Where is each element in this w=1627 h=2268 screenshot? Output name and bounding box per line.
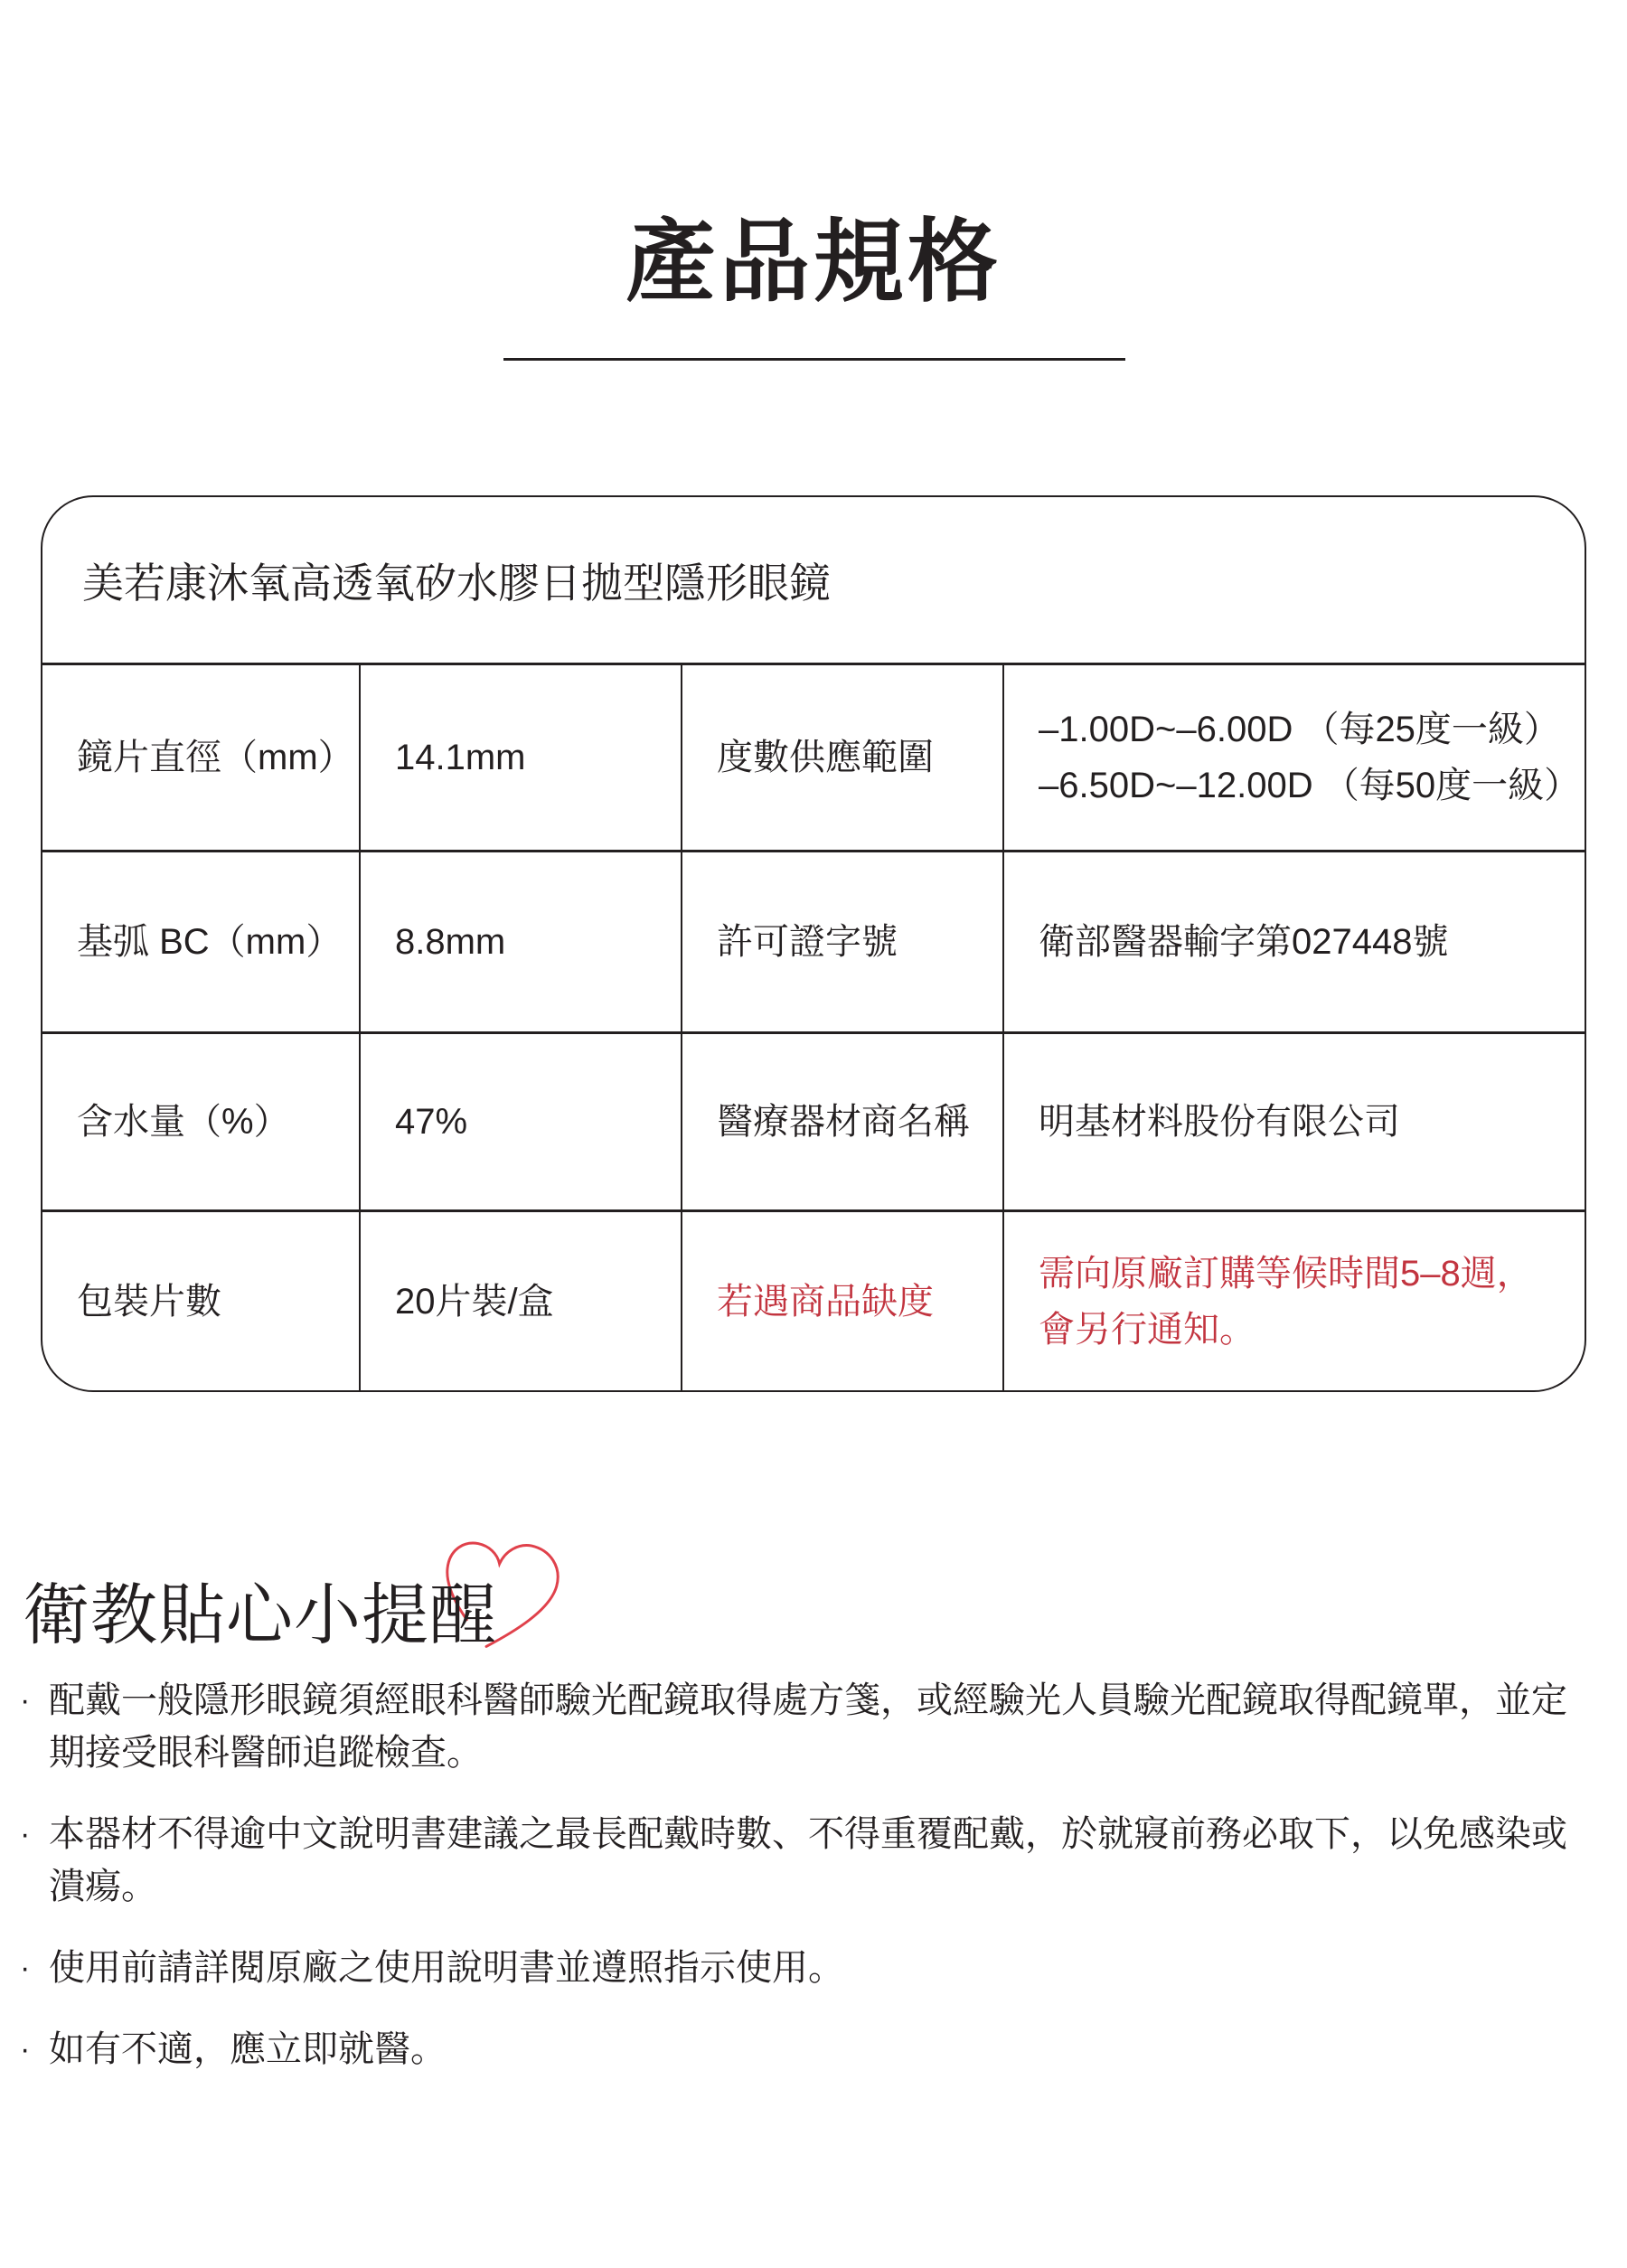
bullet-dot: · <box>20 1951 31 1985</box>
out-of-stock-line-2: 會另行通知。 <box>1039 1309 1256 1350</box>
spec-value-out-of-stock <box>1002 1209 1585 1390</box>
reminder-text: 如有不適，應立即就醫。 <box>49 2029 447 2069</box>
product-name: 美若康沐氧高透氧矽水膠日拋型隱形眼鏡 <box>82 559 831 607</box>
bullet-dot: · <box>20 1683 31 1717</box>
reminder-heading: 衛教貼心小提醒 <box>23 1577 497 1652</box>
spec-table <box>41 495 1586 1392</box>
spec-label-out-of-stock: 若遇商品缺度 <box>681 1209 1002 1390</box>
spec-value-license-number <box>1002 850 1585 1031</box>
spec-label-pack-count: 包裝片數 <box>42 1209 359 1390</box>
vendor-name-line-1: 明基材料股份有限公司 <box>1039 1102 1400 1142</box>
spec-value-diameter: 14.1mm <box>359 663 681 850</box>
list-item <box>20 1808 1593 1913</box>
power-range-line-1: –1.00D~–6.00D （每25度一級） <box>1039 710 1560 749</box>
spec-label-water-content: 含水量（%） <box>42 1031 359 1209</box>
list-item <box>20 1942 1593 1994</box>
reminder-text: 本器材不得逾中文說明書建議之最長配戴時數、不得重覆配戴，於就寢前務必取下，以免感染或潰瘍。 <box>49 1814 1567 1906</box>
out-of-stock-line-1: 需向原廠訂購等候時間5–8週， <box>1039 1253 1533 1294</box>
spec-label-diameter: 鏡片直徑（mm） <box>42 663 359 850</box>
spec-value-vendor-name <box>1002 1031 1585 1209</box>
spec-value-base-curve: 8.8mm <box>359 850 681 1031</box>
spec-value-power-range <box>1002 663 1585 850</box>
page-title: 產品規格 <box>625 212 1002 313</box>
spec-value-pack-count: 20片裝/盒 <box>359 1209 681 1390</box>
power-range-line-2: –6.50D~–12.00D （每50度一級） <box>1039 766 1581 805</box>
reminder-text: 使用前請詳閱原廠之使用說明書並遵照指示使用。 <box>49 1948 844 1988</box>
reminder-text: 配戴一般隱形眼鏡須經眼科醫師驗光配鏡取得處方箋，或經驗光人員驗光配鏡取得配鏡單，並定期接受眼科醫師追蹤檢查。 <box>49 1680 1567 1773</box>
title-underline <box>503 358 1125 361</box>
bullet-dot: · <box>20 1817 31 1851</box>
spec-label-power-range: 度數供應範圍 <box>681 663 1002 850</box>
spec-label-license-number: 許可證字號 <box>681 850 1002 1031</box>
reminder-list <box>20 1674 1593 2104</box>
bullet-dot: · <box>20 2032 31 2066</box>
spec-label-base-curve: 基弧 BC（mm） <box>42 850 359 1031</box>
license-number-line-1: 衛部醫器輸字第027448號 <box>1039 922 1449 962</box>
list-item <box>20 1674 1593 1779</box>
spec-value-water-content: 47% <box>359 1031 681 1209</box>
spec-label-vendor-name: 醫療器材商名稱 <box>681 1031 1002 1209</box>
list-item <box>20 2023 1593 2075</box>
